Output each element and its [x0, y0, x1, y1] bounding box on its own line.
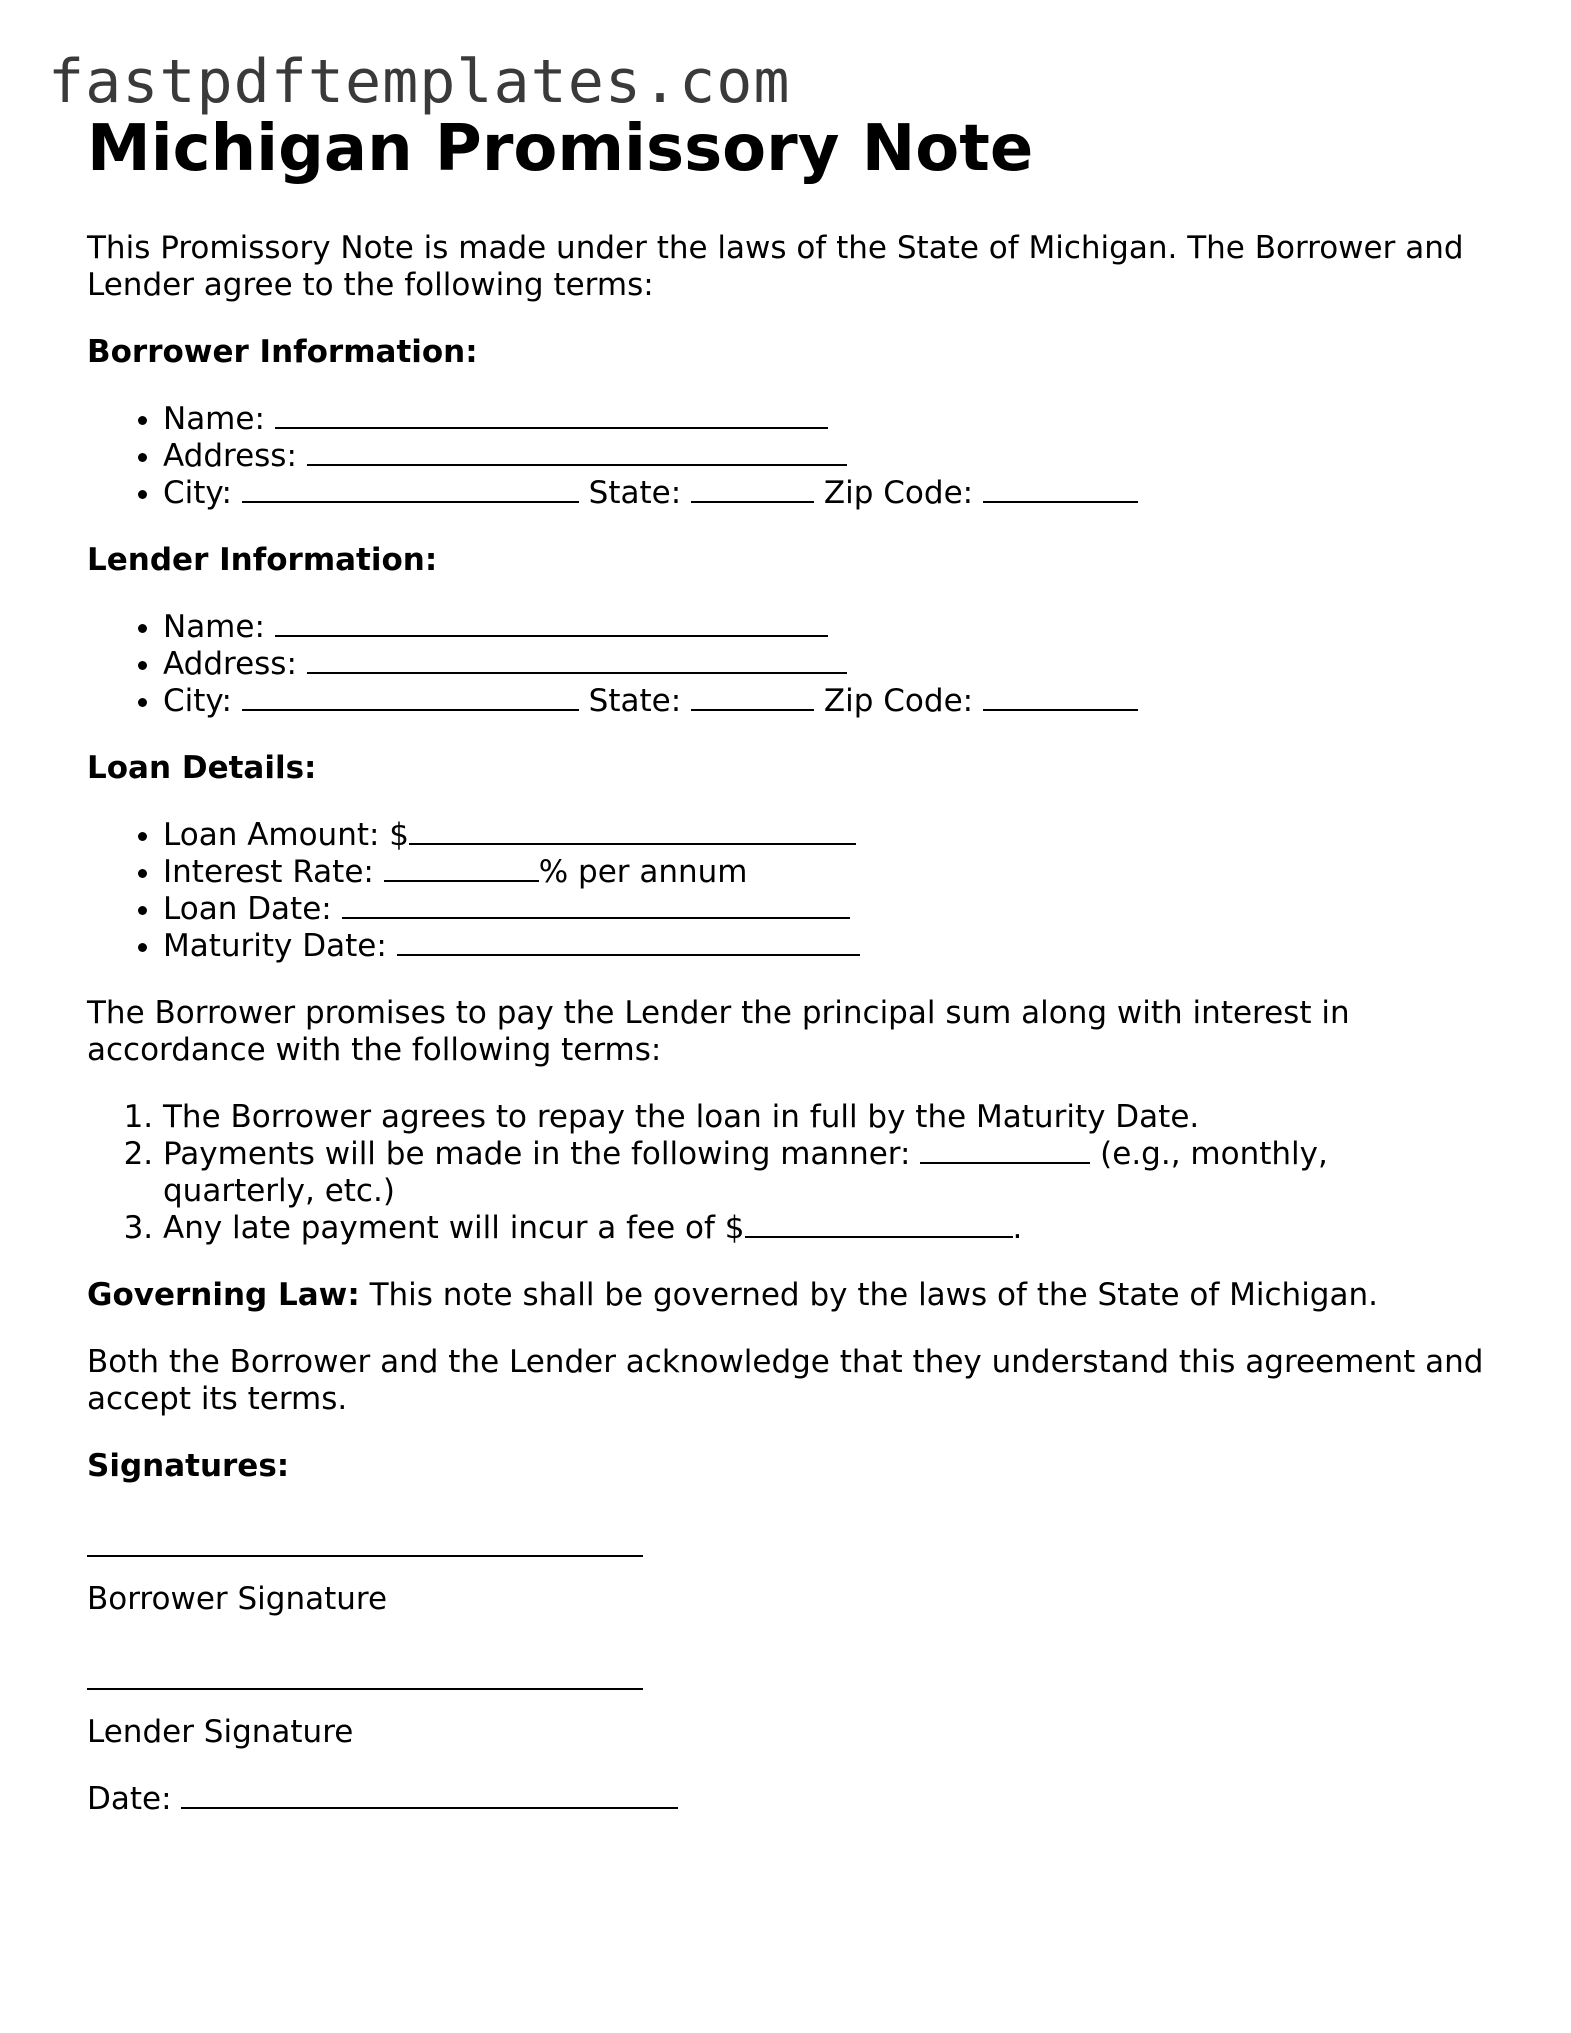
lender-name-item: [163, 609, 1487, 646]
term-3: [163, 1210, 1487, 1247]
signature-date-item: [87, 1781, 1487, 1818]
borrower-name-label: Name:: [163, 401, 265, 437]
interest-rate-label: Interest Rate:: [163, 854, 374, 890]
document-page: [87, 110, 1487, 1818]
loan-heading: Loan Details:: [87, 750, 317, 786]
terms-list: [87, 1099, 1487, 1247]
governing-law-label: Governing Law:: [87, 1277, 360, 1313]
borrower-state-blank[interactable]: [691, 477, 814, 503]
late-fee-blank[interactable]: [745, 1212, 1013, 1238]
term-2-prefix: Payments will be made in the following manner:: [163, 1136, 911, 1172]
interest-rate-item: [163, 854, 1487, 891]
term-3-suffix: .: [1012, 1210, 1023, 1246]
loan-fields: [87, 817, 1487, 965]
lender-city-item: [163, 683, 1487, 720]
governing-law-paragraph: [87, 1277, 1487, 1314]
term-1: 1. The Borrower agrees to repay the loan in full by the Maturity Date.: [163, 1099, 1487, 1136]
lender-name-label: Name:: [163, 609, 265, 645]
borrower-fields: [87, 401, 1487, 512]
maturity-date-item: [163, 928, 1487, 965]
lender-zip-blank[interactable]: [983, 685, 1138, 711]
borrower-zip-blank[interactable]: [983, 477, 1138, 503]
loan-amount-label: Loan Amount: $: [163, 817, 410, 853]
borrower-heading: Borrower Information:: [87, 334, 478, 370]
borrower-signature-label: Borrower Signature: [87, 1581, 388, 1617]
page-title: Michigan Promissory Note: [87, 112, 1034, 186]
term-2-suffix: (e.g., monthly, quarterly, etc.): [163, 1136, 1328, 1209]
borrower-zip-label: Zip Code:: [823, 475, 974, 511]
signature-date-label: Date:: [87, 1781, 172, 1817]
borrower-signature-line[interactable]: [87, 1515, 643, 1557]
lender-address-blank[interactable]: [307, 648, 847, 674]
borrower-address-item: [163, 438, 1487, 475]
lender-signature-line[interactable]: [87, 1648, 643, 1690]
lender-heading: Lender Information:: [87, 542, 438, 578]
lender-signature-label: Lender Signature: [87, 1714, 354, 1750]
lender-fields: [87, 609, 1487, 720]
lender-city-label: City:: [163, 683, 232, 719]
borrower-city-label: City:: [163, 475, 232, 511]
loan-amount-blank[interactable]: [409, 819, 856, 845]
term-2: [163, 1136, 1487, 1210]
loan-date-label: Loan Date:: [163, 891, 332, 927]
term-3-prefix: Any late payment will incur a fee of $: [163, 1210, 745, 1246]
governing-law-text: This note shall be governed by the laws of the State of Michigan.: [369, 1277, 1378, 1313]
borrower-name-blank[interactable]: [275, 403, 828, 429]
loan-date-blank[interactable]: [342, 893, 850, 919]
payment-manner-blank[interactable]: [920, 1138, 1090, 1164]
maturity-date-label: Maturity Date:: [163, 928, 387, 964]
maturity-date-blank[interactable]: [397, 930, 860, 956]
borrower-city-item: [163, 475, 1487, 512]
lender-city-blank[interactable]: [242, 685, 579, 711]
intro-paragraph: This Promissory Note is made under the laws of the State of Michigan. The Borrower and Lender agree to the following terms:: [87, 230, 1464, 303]
promise-paragraph: The Borrower promises to pay the Lender the principal sum along with interest in accordance with the following terms:: [87, 995, 1350, 1068]
watermark: fastpdftemplates.com: [48, 47, 791, 117]
borrower-name-item: [163, 401, 1487, 438]
lender-address-label: Address:: [163, 646, 297, 682]
lender-zip-label: Zip Code:: [823, 683, 974, 719]
acknowledge-paragraph: Both the Borrower and the Lender acknowledge that they understand this agreement and accept its terms.: [87, 1344, 1484, 1417]
borrower-address-label: Address:: [163, 438, 297, 474]
loan-amount-item: [163, 817, 1487, 854]
borrower-address-blank[interactable]: [307, 440, 847, 466]
borrower-state-label: State:: [588, 475, 682, 511]
interest-rate-blank[interactable]: [384, 856, 539, 882]
borrower-city-blank[interactable]: [242, 477, 579, 503]
lender-name-blank[interactable]: [275, 611, 828, 637]
lender-address-item: [163, 646, 1487, 683]
signature-date-blank[interactable]: [181, 1783, 678, 1809]
interest-rate-suffix: % per annum: [538, 854, 748, 890]
signatures-heading: Signatures:: [87, 1448, 290, 1484]
lender-state-blank[interactable]: [691, 685, 814, 711]
loan-date-item: [163, 891, 1487, 928]
lender-state-label: State:: [588, 683, 682, 719]
